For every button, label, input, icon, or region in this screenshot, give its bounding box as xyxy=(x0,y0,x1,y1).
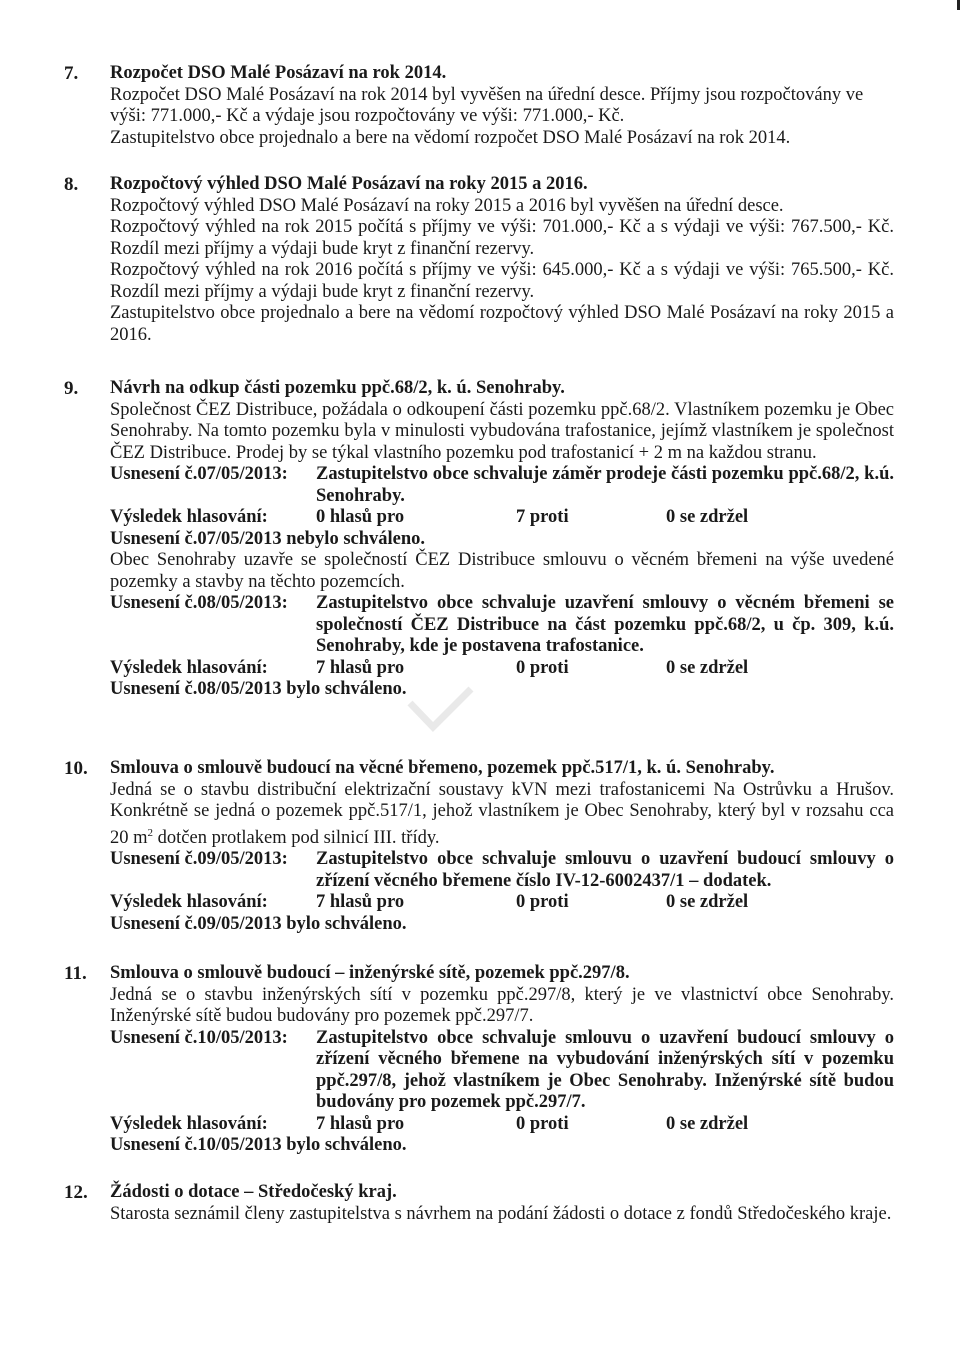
section-number: 12. xyxy=(64,1182,88,1203)
paragraph-text: Jedná se o stavbu distribuční elektrizační soustavy kVN mezi trafostanicemi Na Ostrůvku a Hrušov. Konkrétně se jedná o pozemek ppč.517/1, jehož vlastníkem je Obec Senohraby, který byl v rozsahu cca 20 m xyxy=(110,779,894,848)
section-title: Smlouva o smlouvě budoucí – inženýrské sítě, pozemek ppč.297/8. xyxy=(110,963,630,983)
votes-for: 7 hlasů pro xyxy=(316,1113,405,1134)
resolution-label: Usnesení č.07/05/2013: xyxy=(110,464,288,484)
votes-abstain: 0 se zdržel xyxy=(666,892,749,913)
vote-result xyxy=(110,892,894,914)
section-7 xyxy=(64,63,894,149)
section-9 xyxy=(64,378,894,701)
section-number: 9. xyxy=(64,378,79,399)
resolution-label: Usnesení č.10/05/2013: xyxy=(110,1027,288,1048)
resolution-text: Zastupitelstvo obce schvaluje smlouvu o uzavření budoucí smlouvy o zřízení věcného břemene číslo IV-12-6002437/1 – dodatek. xyxy=(316,849,894,891)
vote-result xyxy=(110,1114,894,1136)
votes-for: 7 hlasů pro xyxy=(316,657,405,678)
paragraph xyxy=(110,780,894,850)
resolution-text: Zastupitelstvo obce schvaluje záměr prodeje části pozemku ppč.68/2, k.ú. Senohraby. xyxy=(316,464,894,506)
section-title: Rozpočet DSO Malé Posázaví na rok 2014. xyxy=(110,63,447,83)
section-title: Žádosti o dotace – Středočeský kraj. xyxy=(110,1182,397,1202)
superscript: 2 xyxy=(147,826,154,839)
paragraph-text: dotčen protlakem pod silnicí III. třídy. xyxy=(153,827,440,848)
votes-against: 0 proti xyxy=(516,892,569,913)
section-10 xyxy=(64,758,894,935)
votes-abstain: 0 se zdržel xyxy=(666,507,749,527)
section-number: 11. xyxy=(64,963,87,984)
section-title: Rozpočtový výhled DSO Malé Posázaví na roky 2015 a 2016. xyxy=(110,174,588,194)
resolution-outcome: Usnesení č.09/05/2013 bylo schváleno. xyxy=(110,913,407,934)
vote-label: Výsledek hlasování: xyxy=(110,892,268,913)
resolution-text: Zastupitelstvo obce schvaluje uzavření smlouvy o věcném břemeni se společností ČEZ Distribuce na část pozemku ppč.68/2, u čp. 309, k.ú. Senohraby, kde je postavena trafostanice. xyxy=(316,593,894,656)
resolution-label: Usnesení č.08/05/2013: xyxy=(110,593,288,613)
votes-against: 7 proti xyxy=(516,507,569,527)
votes-abstain: 0 se zdržel xyxy=(666,1113,749,1134)
paragraph: Zastupitelstvo obce projednalo a bere na vědomí rozpočet DSO Malé Posázaví na rok 2014. xyxy=(110,127,791,148)
votes-for: 7 hlasů pro xyxy=(316,892,405,913)
vote-label: Výsledek hlasování: xyxy=(110,657,268,678)
resolution xyxy=(110,849,894,892)
resolution-text: Zastupitelstvo obce schvaluje smlouvu o uzavření budoucí smlouvy o zřízení věcného břemene na vybudování inženýrských sítí v pozemku ppč.297/8, jehož vlastníkem je Obec Senohraby. Inženýrské sítě budou budovány pro pozemek ppč.297/7. xyxy=(316,1027,894,1112)
section-12 xyxy=(64,1182,894,1225)
vote-label: Výsledek hlasování: xyxy=(110,507,268,527)
faint-checkmark-watermark xyxy=(405,685,475,735)
votes-for: 0 hlasů pro xyxy=(316,507,405,527)
section-8 xyxy=(64,174,894,346)
votes-abstain: 0 se zdržel xyxy=(666,657,749,678)
resolution xyxy=(110,593,894,658)
section-number: 10. xyxy=(64,758,88,779)
paragraph: Zastupitelstvo obce projednalo a bere na vědomí rozpočtový výhled DSO Malé Posázaví na roky 2015 a 2016. xyxy=(110,303,894,345)
paragraph: Rozpočtový výhled na rok 2015 počítá s příjmy ve výši: 701.000,- Kč a s výdaji ve výši: 767.500,- Kč. Rozdíl mezi příjmy a výdaji bude kryt z finanční rezervy. xyxy=(110,217,894,259)
section-title: Návrh na odkup části pozemku ppč.68/2, k. ú. Senohraby. xyxy=(110,378,565,398)
votes-against: 0 proti xyxy=(516,657,569,678)
resolution xyxy=(110,464,894,507)
votes-against: 0 proti xyxy=(516,1113,569,1134)
section-title: Smlouva o smlouvě budoucí na věcné břemeno, pozemek ppč.517/1, k. ú. Senohraby. xyxy=(110,758,775,778)
resolution xyxy=(110,1028,894,1114)
section-number: 7. xyxy=(64,63,79,84)
paragraph: Společnost ČEZ Distribuce, požádala o odkoupení části pozemku ppč.68/2. Vlastníkem pozemku je Obec Senohraby. Na tomto pozemku byla v minulosti vybudována trafostanice, jejímž vlastníkem je společnost ČEZ Distribuce. Prodej by se týkal vlastního pozemku pod trafostanicí + 2 m na každou stranu. xyxy=(110,399,894,463)
resolution-label: Usnesení č.09/05/2013: xyxy=(110,849,288,870)
paragraph: Jedná se o stavbu inženýrských sítí v pozemku ppč.297/8, který je ve vlastnictví obce Senohraby. Inženýrské sítě budou budovány pro pozemek ppč.297/7. xyxy=(110,984,894,1026)
paragraph: Rozpočtový výhled na rok 2016 počítá s příjmy ve výši: 645.000,- Kč a s výdaji ve výši: 765.500,- Kč. Rozdíl mezi příjmy a výdaji bude kryt z finanční rezervy. xyxy=(110,260,894,302)
resolution-outcome: Usnesení č.10/05/2013 bylo schváleno. xyxy=(110,1135,407,1155)
vote-label: Výsledek hlasování: xyxy=(110,1113,268,1134)
paragraph: Rozpočtový výhled DSO Malé Posázaví na roky 2015 a 2016 byl vyvěšen na úřední desce. xyxy=(110,195,784,216)
paragraph: Starosta seznámil členy zastupitelstva s návrhem na podání žádosti o dotace z fondů Středočeského kraje. xyxy=(110,1203,892,1224)
resolution-outcome: Usnesení č.07/05/2013 nebylo schváleno. xyxy=(110,528,426,549)
paragraph: Obec Senohraby uzavře se společností ČEZ Distribuce smlouvu o věcném břemeni na výše uvedené pozemky a stavby na těchto pozemcích. xyxy=(110,550,894,592)
resolution-outcome: Usnesení č.08/05/2013 bylo schváleno. xyxy=(110,679,407,699)
section-number: 8. xyxy=(64,174,79,195)
paragraph: Rozpočet DSO Malé Posázaví na rok 2014 byl vyvěšen na úřední desce. Příjmy jsou rozpočtovány ve výši: 771.000,- Kč a výdaje jsou rozpočtovány ve výši: 771.000,- Kč. xyxy=(110,84,864,126)
vote-result xyxy=(110,507,894,529)
vote-result xyxy=(110,658,894,680)
section-11 xyxy=(64,963,894,1157)
